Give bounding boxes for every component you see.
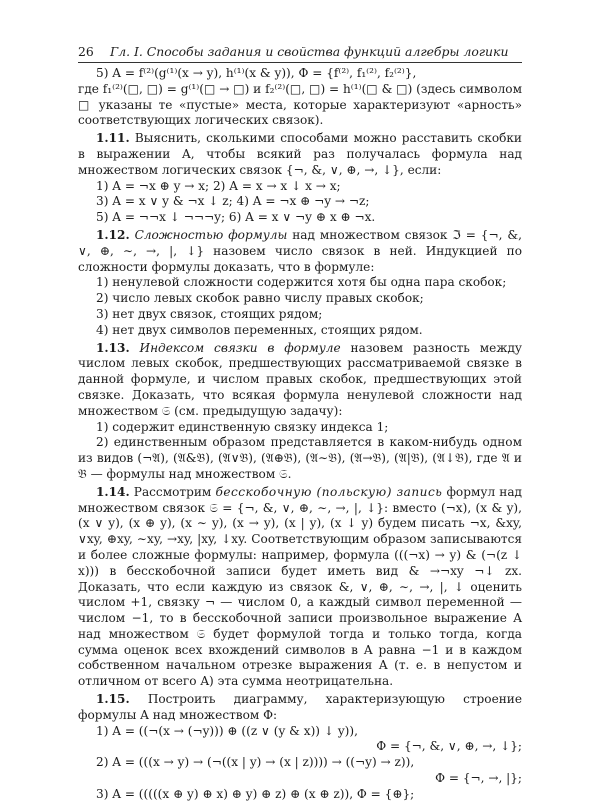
connective-set: Φ = {¬, &, ∨, ⊕, →, ↓}; <box>376 739 522 754</box>
problem-text: Построить диаграмму, характеризующую строение формулы A над множеством Φ: <box>78 692 522 722</box>
defined-term: Индексом связки в формуле <box>129 340 341 355</box>
formula-line: 5) A = ¬¬x ↓ ¬¬¬y; 6) A = x ∨ ¬y ⊕ x ⊕ ¬x. <box>96 210 376 225</box>
formula-line: 1) A = ¬x ⊕ y → x; 2) A = x → x ↓ x → x; <box>96 178 341 193</box>
problem-1-15 <box>78 692 522 724</box>
defined-term: Сложностью формулы <box>129 227 288 242</box>
list-item: 2) единственным образом представляется в каком-нибудь одном из видов (¬𝔄), (𝔄&𝔅), (𝔄∨𝔅), (𝔄⊕𝔅), (𝔄∼𝔅), (𝔄→𝔅), (𝔄|𝔅), (𝔄↓𝔅), где 𝔄 и 𝔅 — формулы над множеством 𝔖. <box>78 435 522 481</box>
problem-number: 1.12. <box>96 227 130 242</box>
page-number: 26 <box>78 44 94 59</box>
paragraph: где f₁⁽²⁾(□, □) = g⁽¹⁾(□ → □) и f₂⁽²⁾(□, □) = h⁽¹⁾(□ & □) (здесь символом □ указаны те «пустые» места, которые характеризуют «арность» соответствующих логических связок). <box>78 81 522 128</box>
running-title: Гл. I. Способы задания и свойства функций алгебры логики <box>110 44 509 59</box>
problem-text: над множеством связок ℑ = {¬, &, ∨, ⊕, ∼, →, |, ↓} назовем число связок в ней. Индукцией по сложности формулы доказать, что в формуле: <box>78 227 522 274</box>
problem-text: формул над множеством связок 𝔖 = {¬, &, ∨, ⊕, ∼, →, |, ↓}: вместо (¬x), (x & y), (x ∨ y), (x ⊕ y), (x ∼ y), (x → y), (x | y), (x ↓ y) будем писать ¬x, &xy, ∨xy, ⊕xy, ∼xy, →xy, |xy, ↓xy. Соответствующим образом записываются и более сложные формулы: например, формула (((¬x) → y) & (¬(z ↓ x))) в бесскобочной записи будет иметь вид & →¬xy ¬↓ zx. Доказать, что если каждую из связок &, ∨, ⊕, ∼, →, |, ↓ оценить числом +1, связку ¬ — числом 0, а каждый символ переменной — числом −1, то в бесскобочной записи произвольное выражение A над множеством 𝔖 будет формулой тогда и только тогда, когда сумма оценок всех вхождений символов в A равна −1 и в каждом собственном начальном отрезке выражения A (т. е. в непустом и отличном от всего A) эта сумма неотрицательна. <box>78 484 523 689</box>
formula-line: 3) A = x ∨ y & ¬x ↓ z; 4) A = ¬x ⊕ ¬y → ¬z; <box>96 194 370 209</box>
page-body <box>78 66 522 803</box>
list-item: 1) содержит единственную связку индекса 1; <box>96 419 389 434</box>
problem-number: 1.13. <box>96 340 130 355</box>
formula-line: 3) A = (((((x ⊕ y) ⊕ x) ⊕ y) ⊕ z) ⊕ (x ⊕ z)), Φ = {⊕}; <box>96 786 415 801</box>
problem-1-13 <box>78 341 522 420</box>
defined-term: бесскобочную (польскую) запись <box>215 484 443 499</box>
formula-line: 1) A = ((¬(x → (¬y))) ⊕ ((z ∨ (y & x)) ↓ y)), <box>96 723 358 738</box>
problem-text: Рассмотрим <box>129 484 216 499</box>
problem-1-11 <box>78 131 522 178</box>
page-header <box>78 44 522 63</box>
list-item: 1) ненулевой сложности содержится хотя бы одна пара скобок; <box>96 275 507 290</box>
problem-text: назовем разность между числом левых скобок, предшествующих рассматриваемой связке в данной формуле, и числом правых скобок, предшествующих этой связке. Доказать, что всякая формула ненулевой сложности над множеством 𝔖 (см. предыдущую задачу): <box>78 340 523 418</box>
problem-text: Выяснить, сколькими способами можно расставить скобки в выражении A, чтобы всякий раз получалась формула над множеством логических связок {¬, &, ∨, ⊕, →, ↓}, если: <box>78 131 522 177</box>
problem-number: 1.15. <box>96 692 130 707</box>
connective-set: Φ = {¬, →, |}; <box>435 771 522 786</box>
formula-line: 2) A = (((x → y) → (¬((x | y) → (x | z)))) → ((¬y) → z)), <box>96 755 415 770</box>
problem-1-12 <box>78 228 522 275</box>
problem-number: 1.14. <box>96 484 130 499</box>
problem-1-14 <box>78 485 522 690</box>
list-item: 4) нет двух символов переменных, стоящих рядом. <box>96 322 423 337</box>
formula-line: 5) A = f⁽²⁾(g⁽¹⁾(x → y), h⁽¹⁾(x & y)), Φ = {f⁽²⁾, f₁⁽²⁾, f₂⁽²⁾}, <box>96 66 417 80</box>
problem-number: 1.11. <box>96 131 130 146</box>
list-item: 3) нет двух связок, стоящих рядом; <box>96 306 323 321</box>
list-item: 2) число левых скобок равно числу правых скобок; <box>96 291 424 306</box>
